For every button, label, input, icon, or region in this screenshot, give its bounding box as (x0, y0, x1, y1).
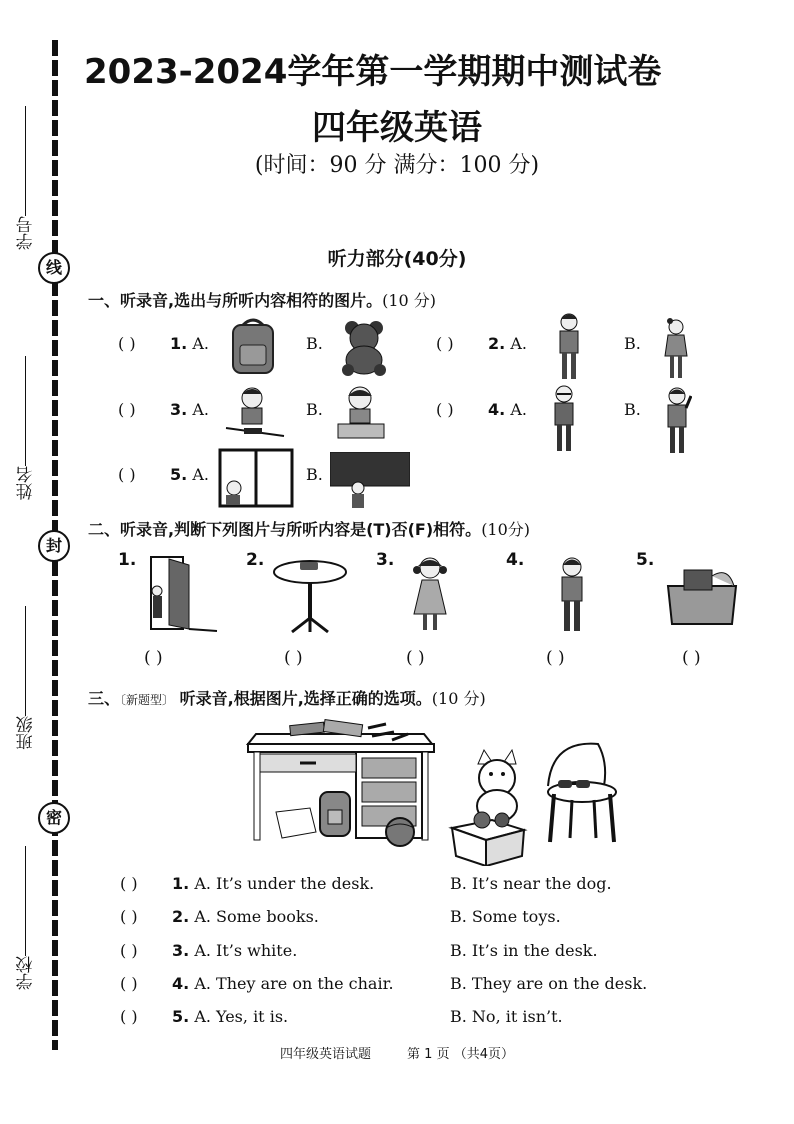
schoolbag-icon (320, 792, 350, 836)
option-b-label: B. (624, 400, 641, 419)
room-scene-illustration (246, 716, 646, 866)
paper-icon (276, 808, 316, 838)
q-number: 3. (172, 941, 190, 960)
student-number-label: 学号 (16, 216, 37, 250)
toy-box-icon (452, 812, 524, 866)
option-a-label: A. (192, 400, 209, 419)
part1-q1 (118, 334, 209, 353)
exam-time-info: (时间：90 分 满分：100 分) (254, 153, 540, 178)
student-name-field[interactable] (6, 310, 46, 500)
girl-dress-icon[interactable] (408, 556, 452, 634)
tf-answer-paren[interactable]: ( ) (546, 648, 565, 668)
option-a-text: A. Some books. (194, 907, 319, 926)
backpack-icon[interactable] (228, 315, 278, 377)
tf-answer-paren[interactable]: ( ) (144, 648, 163, 668)
option-a-label: A. (510, 400, 527, 419)
open-schoolbag-icon[interactable] (662, 566, 742, 628)
tf-number: 5. (636, 550, 655, 570)
option-b-label: B. (306, 465, 323, 484)
option-a-text: A. It’s white. (194, 941, 298, 960)
footer-page-number: 第 1 页 （共4页） (407, 1047, 514, 1062)
dog-icon (477, 750, 517, 822)
part1-q4 (436, 400, 527, 419)
part3-q1 (120, 874, 612, 893)
part3-prefix: 三、 (88, 689, 121, 708)
part1-title-text: 一、听录音,选出与所听内容相符的图片。 (88, 291, 383, 310)
part2-score: (10分) (481, 520, 531, 539)
boy-figure-icon[interactable] (552, 312, 586, 382)
listening-section-title: 听力部分(40分) (327, 248, 467, 270)
option-a-text: A. They are on the chair. (194, 974, 394, 993)
part1-title (88, 288, 436, 311)
part2-title-text: 二、听录音,判断下列图片与所听内容是(T)否(F)相符。 (88, 520, 482, 539)
tf-answer-paren[interactable]: ( ) (406, 648, 425, 668)
q-number: 4. (172, 974, 190, 993)
tf-number: 4. (506, 550, 525, 570)
q-number: 5. (172, 1007, 190, 1026)
answer-paren[interactable]: ( ) (118, 400, 136, 419)
option-b-text: B. It’s in the desk. (450, 941, 598, 960)
option-a-text: A. Yes, it is. (194, 1007, 289, 1026)
option-b-label: B. (306, 334, 323, 353)
part3-q4 (120, 974, 648, 993)
page-footer (0, 1043, 794, 1062)
boy-standing-icon[interactable] (554, 556, 590, 636)
option-a-label: A. (192, 334, 209, 353)
ball-icon (386, 818, 414, 846)
option-b-text: B. No, it isn’t. (450, 1007, 563, 1026)
binding-circle-mi: 密 (38, 802, 70, 834)
option-b-text: B. Some toys. (450, 907, 561, 926)
tf-number: 2. (246, 550, 265, 570)
teddy-bear-icon[interactable] (334, 318, 394, 376)
window-icon[interactable] (218, 448, 294, 508)
option-a-label: A. (192, 465, 209, 484)
answer-paren[interactable]: ( ) (120, 974, 138, 993)
exam-title: 2023-2024学年第一学期期中测试卷 (84, 52, 662, 92)
exam-subtitle: 四年级英语 (312, 108, 482, 148)
q-number: 2. (172, 907, 190, 926)
tf-number: 1. (118, 550, 137, 570)
part3-q5 (120, 1007, 563, 1026)
part1-score: (10 分) (382, 291, 437, 310)
part3-score: (10 分) (431, 689, 486, 708)
class-label: 班级 (16, 716, 37, 750)
option-b-label: B. (306, 400, 323, 419)
q-number: 5. (170, 465, 188, 484)
new-type-tag: 〔新题型〕 (120, 693, 175, 707)
answer-paren[interactable]: ( ) (120, 907, 138, 926)
tf-answer-paren[interactable]: ( ) (284, 648, 303, 668)
girl-drawing-icon[interactable] (224, 384, 286, 442)
q-number: 3. (170, 400, 188, 419)
girl-figure-icon[interactable] (662, 318, 690, 380)
chair-icon (548, 744, 616, 842)
school-field[interactable] (6, 820, 46, 990)
q-number: 1. (170, 334, 188, 353)
part1-q2 (436, 334, 527, 353)
answer-paren[interactable]: ( ) (120, 1007, 138, 1026)
footer-subject: 四年级英语试题 (280, 1047, 372, 1062)
answer-paren[interactable]: ( ) (118, 334, 136, 353)
option-a-text: A. It’s under the desk. (194, 874, 375, 893)
q-number: 2. (488, 334, 506, 353)
part3-q3 (120, 941, 598, 960)
answer-paren[interactable]: ( ) (118, 465, 136, 484)
boy-waving-icon[interactable] (662, 386, 692, 456)
part1-q3 (118, 400, 209, 419)
answer-paren[interactable]: ( ) (436, 400, 454, 419)
part1-q5 (118, 465, 209, 484)
q-number: 4. (488, 400, 506, 419)
answer-paren[interactable]: ( ) (120, 874, 138, 893)
door-icon[interactable] (145, 555, 219, 635)
binding-circle-xian: 线 (38, 252, 70, 284)
answer-paren[interactable]: ( ) (120, 941, 138, 960)
part3-title-text: 听录音,根据图片,选择正确的选项。 (179, 689, 432, 708)
tf-answer-paren[interactable]: ( ) (682, 648, 701, 668)
option-b-text: B. It’s near the dog. (450, 874, 612, 893)
part2-title (88, 517, 530, 540)
school-label: 学校 (16, 956, 37, 990)
option-b-label: B. (624, 334, 641, 353)
girl-writing-icon[interactable] (334, 384, 386, 442)
blackboard-icon[interactable] (330, 452, 410, 508)
part3-title (88, 686, 486, 709)
table-phone-icon[interactable] (272, 556, 348, 634)
answer-paren[interactable]: ( ) (436, 334, 454, 353)
boy-glasses-icon[interactable] (548, 384, 580, 454)
binding-circle-feng: 封 (38, 530, 70, 562)
option-b-text: B. They are on the desk. (450, 974, 648, 993)
student-name-label: 姓名 (16, 466, 37, 500)
tf-number: 3. (376, 550, 395, 570)
q-number: 1. (172, 874, 190, 893)
class-field[interactable] (6, 560, 46, 750)
part3-q2 (120, 907, 561, 926)
option-a-label: A. (510, 334, 527, 353)
